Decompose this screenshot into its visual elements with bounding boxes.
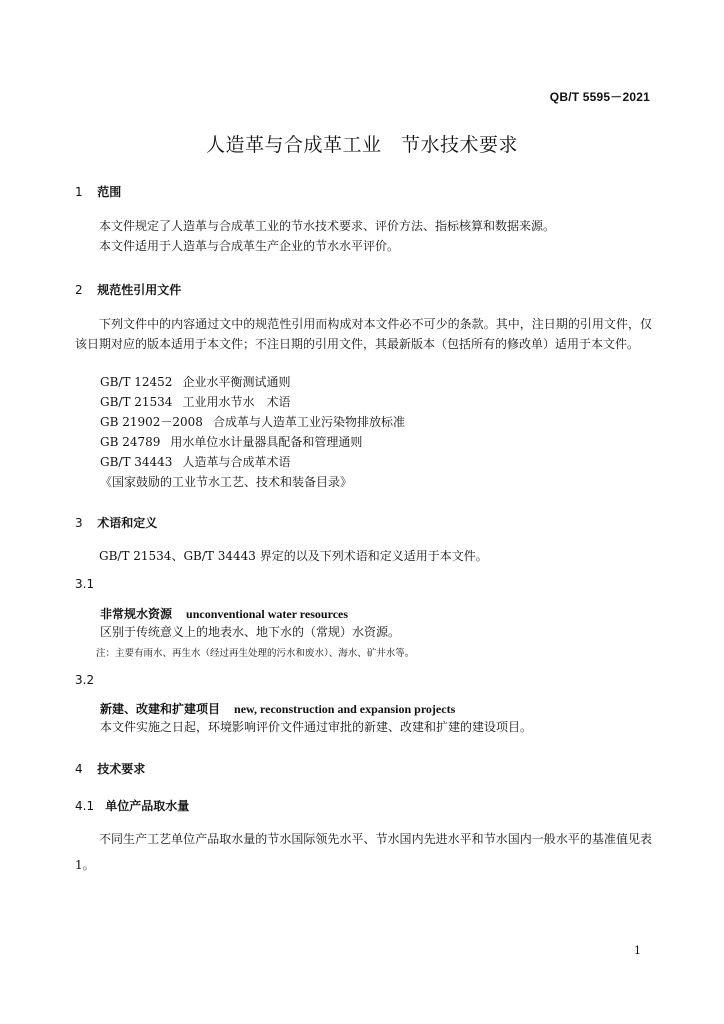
- reference-title: 企业水平衡测试通则: [182, 375, 291, 389]
- section-number: 2: [75, 283, 83, 297]
- section-number: 1: [75, 185, 83, 199]
- reference-catalog: 《国家鼓励的工业节水工艺、技术和装备目录》: [100, 475, 353, 489]
- document-title: 人造革与合成革工业 节水技术要求: [205, 134, 518, 156]
- reference-item: [100, 432, 362, 452]
- reference-code: GB/T 34443: [100, 455, 173, 469]
- section-3-heading: [75, 514, 157, 531]
- section-title: 规范性引用文件: [97, 283, 182, 297]
- section-2-heading: [75, 281, 181, 298]
- section-number: 3: [75, 516, 83, 530]
- reference-code: GB 21902－2008: [100, 415, 203, 429]
- reference-title: 人造革与合成革术语: [182, 455, 291, 469]
- term-3-2-number: 3.2: [75, 673, 95, 687]
- section-number: 4: [75, 762, 83, 776]
- subsection-title: 单位产品取水量: [105, 799, 190, 813]
- term-3-1-definition: 区别于传统意义上的地表水、地下水的（常规）水资源。: [100, 625, 401, 639]
- reference-title: 合成革与人造革工业污染物排放标准: [212, 415, 405, 429]
- term-3-1-number: 3.1: [75, 577, 95, 591]
- section-1-heading: [75, 183, 121, 200]
- term-zh: 新建、改建和扩建项目: [100, 702, 221, 716]
- section-1-paragraph-1: 本文件规定了人造革与合成革工业的节水技术要求、评价方法、指标核算和数据来源。: [99, 219, 556, 233]
- term-3-1-title: [100, 605, 348, 622]
- section-4-1-text: 不同生产工艺单位产品取水量的节水国际领先水平、节水国内先进水平和节水国内一般水平的基准值见表 1。: [75, 832, 652, 872]
- reference-code: GB/T 12452: [100, 375, 173, 389]
- page-number: 1: [634, 944, 641, 957]
- term-3-2-title: [100, 700, 455, 717]
- reference-item: [100, 452, 290, 472]
- section-title: 技术要求: [97, 762, 146, 776]
- section-2-intro: 下列文件中的内容通过文中的规范性引用而构成对本文件必不可少的条款。其中，注日期的引用文件，仅该日期对应的版本适用于本文件；不注日期的引用文件，其最新版本（包括所有的修改单）适用于本文件。: [75, 317, 652, 351]
- term-en: unconventional water resources: [186, 607, 349, 621]
- reference-title: 用水单位水计量器具配备和管理通则: [170, 435, 363, 449]
- subsection-number: 4.1: [75, 799, 95, 813]
- section-4-heading: [75, 760, 145, 777]
- reference-item: [100, 412, 405, 432]
- reference-code: GB/T 21534: [100, 395, 173, 409]
- section-1-paragraph-2: 本文件适用于人造革与合成革生产企业的节水水平评价。: [99, 239, 400, 253]
- reference-item: [100, 372, 290, 392]
- standard-number: QB/T 5595－2021: [549, 90, 650, 104]
- section-4-1-heading: [75, 797, 189, 814]
- term-en: new, reconstruction and expansion projects: [234, 702, 456, 716]
- term-3-1-note: 注：主要有雨水、再生水（经过再生处理的污水和废水）、海水、矿井水等。: [96, 648, 415, 659]
- term-zh: 非常规水资源: [100, 607, 173, 621]
- term-3-2-definition: 本文件实施之日起，环境影响评价文件通过审批的新建、改建和扩建的建设项目。: [100, 720, 533, 734]
- section-title: 术语和定义: [97, 516, 158, 530]
- reference-code: GB 24789: [100, 435, 161, 449]
- reference-title: 工业用水节水 术语: [182, 395, 291, 409]
- reference-item: [100, 392, 290, 412]
- section-3-intro: GB/T 21534、GB/T 34443 界定的以及下列术语和定义适用于本文件。: [99, 549, 488, 563]
- section-title: 范围: [97, 185, 122, 199]
